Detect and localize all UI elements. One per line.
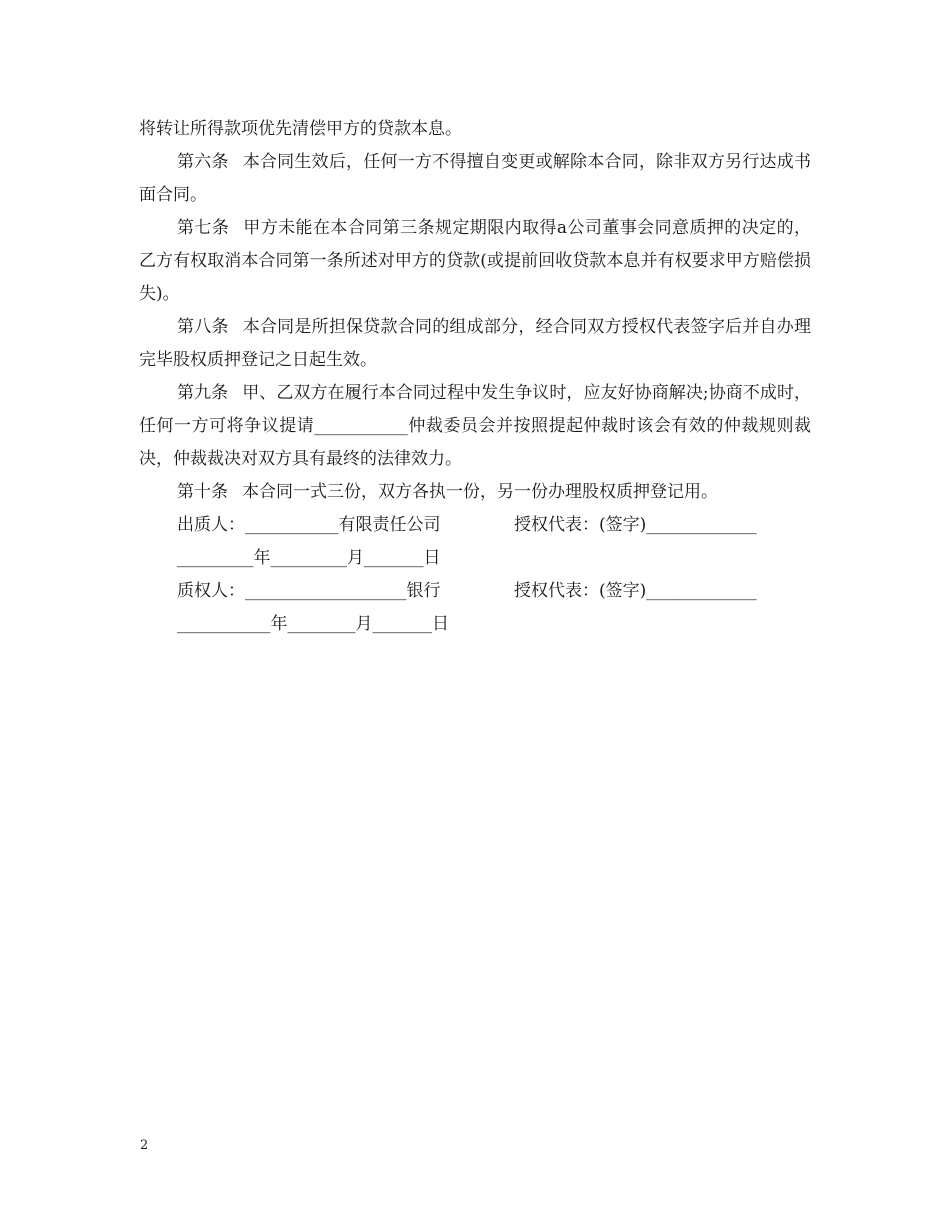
pledgee-signature-line [139,575,811,608]
pledgee-date-line [139,608,811,641]
article-text: 本合同一式三份，双方各执一份，另一份办理股权质押登记用。 [242,482,718,502]
pledgor-name-field: 出质人：___________有限责任公司 [177,515,441,535]
pledgor-date-field: _________年_________月_______日 [177,548,441,568]
pledgor-date-line [139,542,811,575]
pledgee-name-field: 质权人：___________________银行 [177,581,441,601]
pledgor-representative-field: 授权代表：(签字)_____________ [514,515,757,535]
article-text: 甲方未能在本合同第三条规定期限内取得a公司董事会同意质押的决定的，乙方有权取消本合同第一条所述对甲方的贷款(或提前回收贷款本息并有权要求甲方赔偿损失)。 [139,218,812,304]
paragraph-text: 将转让所得款项优先清偿甲方的贷款本息。 [139,119,462,139]
article-text: 本合同生效后，任何一方不得擅自变更或解除本合同，除非双方另行达成书面合同。 [139,152,812,205]
article-7 [139,212,811,311]
article-6 [139,146,811,212]
article-number: 第八条 [177,317,229,337]
contract-body [139,113,811,641]
article-number: 第七条 [177,218,230,238]
article-number: 第十条 [177,482,228,502]
article-number: 第九条 [177,383,229,403]
page-number: 2 [140,1138,149,1153]
article-text: 甲、乙双方在履行本合同过程中发生争议时，应友好协商解决;协商不成时，任何一方可将争议提请___________仲裁委员会并按照提起仲裁时该会有效的仲裁规则裁决，仲裁裁决对双方具有最终的法律效力。 [139,383,812,469]
article-8 [139,311,811,377]
paragraph-continuation [139,113,811,146]
pledgor-signature-line [139,509,811,542]
article-9 [139,377,811,476]
article-number: 第六条 [177,152,229,172]
pledgee-representative-field: 授权代表：(签字)_____________ [514,581,757,601]
article-text: 本合同是所担保贷款合同的组成部分，经合同双方授权代表签字后并自办理完毕股权质押登记之日起生效。 [139,317,812,370]
pledgee-date-field: ___________年________月_______日 [177,614,449,634]
article-10 [139,476,811,509]
